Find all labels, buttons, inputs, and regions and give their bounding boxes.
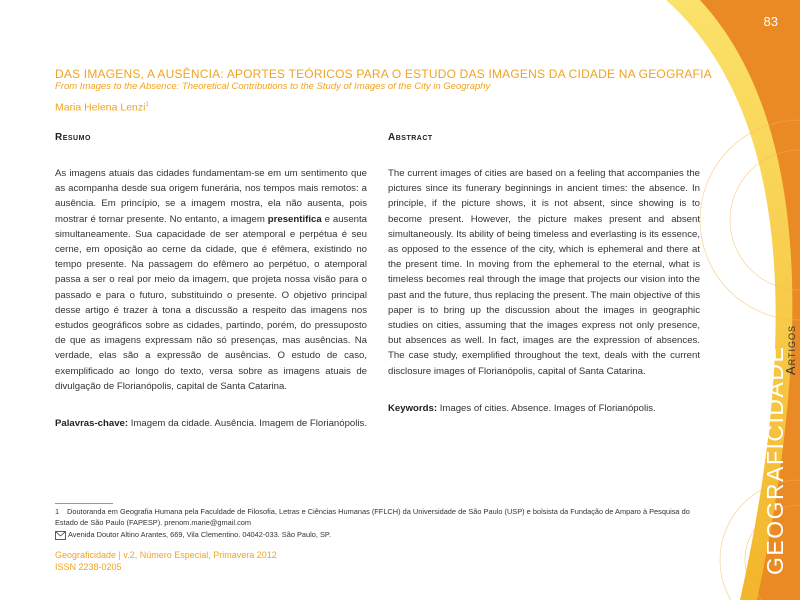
- abstract-column: [388, 132, 700, 416]
- resumo-keywords-values: Imagem da cidade. Ausência. Imagem de Florianópolis.: [128, 418, 367, 430]
- article-title: DAS IMAGENS, A AUSÊNCIA: APORTES TEÓRICOS PARA O ESTUDO DAS IMAGENS DA CIDADE NA GEOGRAFIA: [55, 67, 712, 81]
- resumo-emphasis: presentifica: [267, 213, 322, 225]
- journal-side-label: GEOGRAFICIDADE: [762, 345, 788, 575]
- author-name: Maria Helena Lenzi: [55, 101, 146, 114]
- footnote: [55, 507, 695, 541]
- footnote-number: 1: [55, 507, 60, 516]
- section-label: Artigos: [783, 324, 798, 375]
- footnote-text[interactable]: Doutoranda em Geografia Humana pela Faculdade de Filosofia, Letras e Ciências Humanas (FFLCH) da Universidade de São Paulo (USP) e bolsista da Fundação de Amparo à Pesquisa do Estado de São Paulo (FAPESP). prenom.marie@gmail.com: [55, 507, 690, 527]
- footnote-address-line: [55, 530, 695, 541]
- author-line: [55, 99, 705, 114]
- resumo-keywords-label: Palavras-chave:: [55, 418, 129, 430]
- abstract-keywords: [388, 401, 700, 416]
- article-header: [55, 67, 712, 114]
- resumo-text-part-2: e ausenta simultaneamente. Sua capacidade de ser atemporal e perpétua é seu cerne, em oposição ao cerne da cidade, que é efêmera, existindo no tempo presente. Na passagem do efêmero ao perpétuo, o atemporal passa a ser o real por meio da imagem, que projeta nossa visão para o passado e para o futuro, substituindo o presente. O objetivo principal desse artigo é trazer à tona a discussão a respeito das imagens nos estudos geográficos sobre as cidades, partindo, porém, do pressuposto de que as imagens expressam não só presenças, mas ausências. Na verdade, elas são a expressão de ausências. O estudo de caso, exemplificado ao longo do texto, versa sobre as imagens atuais de divulgação de Florianópolis, capital de Santa Catarina.: [55, 213, 368, 392]
- resumo-keywords: [55, 416, 367, 431]
- footnote-divider: [55, 503, 113, 504]
- footer-issn: ISSN 2238-0205: [55, 562, 122, 572]
- footnote-entry: [55, 507, 695, 528]
- footer-journal-line: Geograficidade | v.2, Número Especial, Primavera 2012: [55, 550, 277, 560]
- footnote-address: Avenida Doutor Altino Arantes, 669, Vila Clementino. 04042-033. São Paulo, SP.: [68, 530, 331, 539]
- abstract-keywords-values: Images of cities. Absence. Images of Florianópolis.: [437, 402, 656, 414]
- resumo-heading: Resumo: [55, 132, 91, 143]
- abstract-body: The current images of cities are based on a feeling that accompanies the pictures since its funerary beginnings in ancient times: the absence. In principle, if the picture shows, it is not absent, since showing is to become present. However, the picture makes present and absent simultaneously. Its ability of being timeless and everlasting is its essence, as opposed to the essence of the city, which is ephemeral and there at the present time. In moving from the ephemeral to the eternal, what is timeless becomes real through the image that projects our vision into the past and the future, thus replacing the present. The main objective of this paper is to bring up the discussion about the images in geographic studies on cities, assuming that the images express not only presence, but absences as well. In fact, images are the expression of absences. The case study, exemplified throughout the text, deals with the current disclosure images of Florianópolis, capital of Santa Catarina.: [388, 168, 700, 377]
- resumo-text-part-1: As imagens atuais das cidades fundamentam-se em um sentimento que as acompanha desde sua origem funerária, nos tempos mais remotos: a ausência. Em princípio, se a imagem mostra, ela não ausenta, pois mostrar é tornar presente. No entanto, a imagem: [55, 168, 367, 225]
- resumo-body: [55, 166, 367, 394]
- abstract-heading: Abstract: [388, 132, 433, 143]
- page-footer: [55, 549, 277, 573]
- article-subtitle: From Images to the Absence: Theoretical Contributions to the Study of Images of the City in Geography: [55, 81, 491, 92]
- page-number: 83: [763, 14, 778, 29]
- resumo-column: [55, 132, 367, 431]
- envelope-icon: [55, 531, 66, 540]
- author-footnote-mark[interactable]: 1: [145, 102, 149, 108]
- abstract-keywords-label: Keywords:: [388, 402, 438, 414]
